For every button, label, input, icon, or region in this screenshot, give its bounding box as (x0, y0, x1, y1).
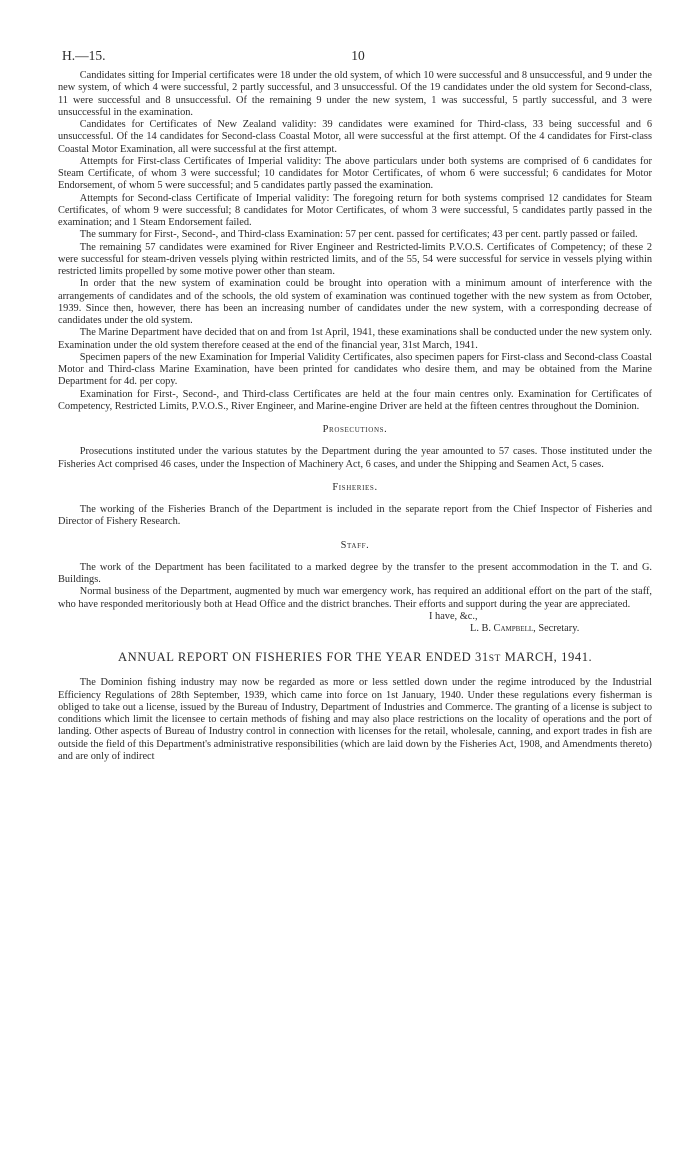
section-heading-fisheries: Fisheries. (332, 481, 378, 493)
signature-line (58, 623, 652, 635)
paragraph-fisheries: The working of the Fisheries Branch of the Department is included in the separate report from the Chief Inspector of Fisheries and Director of Fishery Research. (58, 504, 652, 528)
paragraph-staff-effort: Normal business of the Department, augmented by much war emergency work, has required an additional effort on the part of the staff, who have responded meritoriously both at Head Office and the district branches. Their efforts and support during the year are appreciated. (58, 586, 652, 610)
document-reference: H.—15. (62, 48, 106, 63)
signature-block (58, 611, 652, 636)
paragraph-staff-accommodation: The work of the Department has been facilitated to a marked degree by the transfer to the present accommodation in the T. and G. Buildings. (58, 561, 652, 585)
title-superscript: ST (488, 654, 501, 665)
signature-role: , Secretary. (533, 623, 580, 634)
paragraph-specimen-papers: Specimen papers of the new Examination for Imperial Validity Certificates, also specimen papers for First-class and Second-class Coastal Motor and Third-class Marine Examination, have been printed for candidates who desire them, and may be obtained from the Marine Department for 4d. per copy. (58, 351, 652, 388)
section-heading-prosecutions: Prosecutions. (322, 424, 388, 435)
page-number: 10 (351, 48, 365, 63)
signature-closing: I have, &c., (429, 610, 478, 622)
title-main: ANNUAL REPORT ON FISHERIES FOR THE YEAR ENDED 31 (118, 650, 489, 665)
page-header (62, 48, 654, 70)
title-end: MARCH, 1941. (500, 650, 593, 665)
paragraph-first-class-imperial: Attempts for First-class Certificates of Imperial validity: The above particulars under both systems are comprised of 6 candidates for Steam Certificate, of whom 3 were successful; 10 candidates for Motor Certificates, of whom 6 were successful; 6 candidates for Motor Endorsement, of whom 5 were successful; and 5 candidates partly passed the examination. (58, 155, 652, 192)
paragraph-new-system: In order that the new system of examination could be brought into operation with a minimum amount of interference with the arrangements of candidates and of the schools, the old system of examination was continued together with the new system as from October, 1939. Since then, however, there has been an increasing number of candidates under the new system, with a corresponding decrease of candidates under the old system. (58, 278, 652, 326)
paragraph-second-class-imperial: Attempts for Second-class Certificate of Imperial validity: The foregoing return for both systems comprised 12 candidates for Steam Certificates, of whom 9 were successful; 8 candidates for Motor Certificates, of whom 3 were successful, 5 candidates partly passed in the examination; and 1 Steam Endorsement failed. (58, 192, 652, 228)
signature-name: L. B. Campbell (470, 623, 534, 634)
annual-report-title (58, 650, 652, 666)
paragraph-fishing-industry: The Dominion fishing industry may now be regarded as more or less settled down under the regime introduced by the Industrial Efficiency Regulations of 28th September, 1939, which came into force on 1st January, 1940. Under these regulations every fisherman is obliged to take out a license, issued by the Bureau of Industry, Department of Industries and Commerce. The granting of a license is subject to conditions which limit the licensee to certain methods of fishing and may also place restrictions on the locality of operations and the port of landing. Other aspects of Bureau of Industry control in connection with licenses for the retail, wholesale, canning, and export trades in fish are outside the field of this Department's administrative responsibilities (which are laid down by the Fisheries Act, 1908, and Amendments thereto) and are only of indirect (58, 677, 652, 762)
paragraph-marine-department-decision: The Marine Department have decided that on and from 1st April, 1941, these examinations shall be conducted under the new system only. Examination under the old system therefore ceased at the end of the financial year, 31st March, 1941. (58, 327, 652, 351)
paragraph-summary: The summary for First-, Second-, and Third-class Examination: 57 per cent. passed for certificates; 43 per cent. partly passed or failed. (79, 229, 638, 241)
paragraph-nz-validity: Candidates for Certificates of New Zealand validity: 39 candidates were examined for Third-class, 33 being successful and 6 unsuccessful. Of the 14 candidates for Second-class Coastal Motor, all were successful at the first attempt. Of the 4 candidates for First-class Coastal Motor Examination, all were successful at the first attempt. (58, 119, 652, 155)
paragraph-examination-centres: Examination for First-, Second-, and Third-class Certificates are held at the four main centres only. Examination for Certificates of Competency, Restricted Limits, P.V.O.S., River Engineer, and Marine-engine Driver are held at the fifteen centres throughout the Dominion. (58, 388, 652, 412)
paragraph-imperial-candidates: Candidates sitting for Imperial certificates were 18 under the old system, of which 10 were successful and 8 unsuccessful, and 9 under the new system, of which 4 were successful, 2 partly successful, and 3 unsuccessful. Of the 19 candidates under the old system for Second-class, 11 were successful and 8 unsuccessful. Of the remaining 9 under the new system, 1 was successful, 5 partly successful, and 3 were unsuccessful in the examination. (58, 70, 652, 118)
paragraph-river-engineer: The remaining 57 candidates were examined for River Engineer and Restricted-limits P.V.O.S. Certificates of Competency; of these 2 were successful for steam-driven vessels plying within restricted limits, and of the 55, 54 were successful for service in vessels plying within restricted limits propelled by some motive power other than steam. (58, 241, 652, 277)
document-body (58, 70, 652, 763)
paragraph-prosecutions: Prosecutions instituted under the various statutes by the Department during the year amounted to 57 cases. Those instituted under the Fisheries Act comprised 46 cases, under the Inspection of Machinery Act, 6 cases, and under the Shipping and Seamen Act, 5 cases. (58, 446, 652, 470)
section-heading-staff: Staff. (340, 539, 370, 551)
